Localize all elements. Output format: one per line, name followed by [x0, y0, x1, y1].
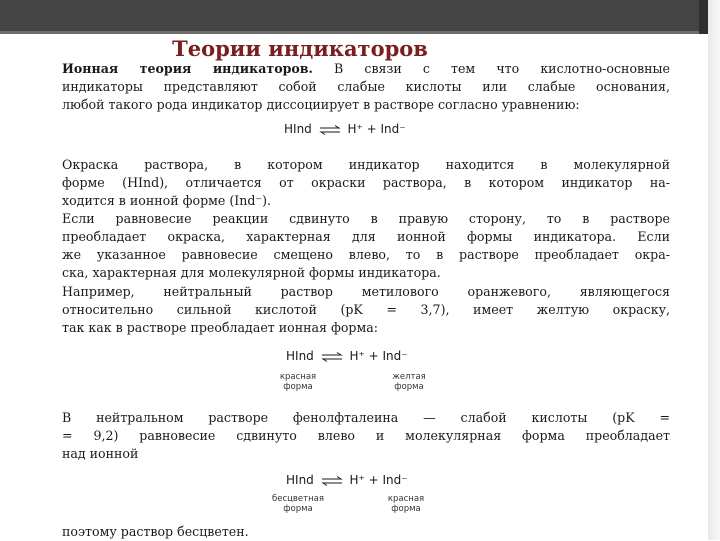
paragraph-4-line-3: так как в растворе преобладает ионная форма: [62, 320, 379, 335]
paragraph-4-line-1: Например, нейтральный раствор метилового оранжевого, являющегося [62, 284, 670, 299]
paragraph-2-line-1: Окраска раствора, в котором индикатор находится в молекулярной [62, 157, 670, 172]
paragraph-2-line-3: ходится в ионной форме (Ind⁻). [62, 193, 272, 208]
paragraph-1-line-1 [62, 60, 670, 78]
slide-page-edge [708, 0, 720, 540]
paragraph-2-line-2: форме (HInd), отличается от окраски раствора, в котором индикатор на- [62, 175, 670, 190]
paragraph-3-line-4: ска, характерная для молекулярной формы индикатора. [62, 265, 441, 280]
equation-2-left-label: красная форма [279, 372, 317, 392]
equation-3-right: H⁺ + Ind⁻ [349, 473, 408, 487]
paragraph-1-line-2: индикаторы представляют собой слабые кислоты или слабые основания, [62, 79, 670, 94]
equilibrium-arrows-icon [321, 352, 343, 362]
paragraph-4-line-2: относительно сильной кислотой (pK = 3,7), имеет желтую окраску, [62, 302, 670, 317]
paragraph-1-heading: Ионная теория индикаторов. [62, 61, 313, 76]
slide-side-stripe [699, 0, 708, 34]
equation-3 [286, 472, 408, 490]
paragraph-5-line-3: над ионной [62, 446, 139, 461]
equation-3-right-label: красная форма [387, 494, 425, 514]
equation-1-right: H⁺ + Ind⁻ [347, 122, 406, 136]
scanned-text-block [62, 58, 670, 540]
equation-3-left: HInd [286, 473, 314, 487]
equation-3-left-label: бесцветная форма [271, 494, 324, 514]
slide-top-bar-accent [0, 31, 720, 34]
equation-1-left: HInd [284, 122, 312, 136]
slide-title: Теории индикаторов [172, 36, 428, 61]
equilibrium-arrows-icon [321, 476, 343, 486]
equation-2-right-label: желтая форма [392, 372, 426, 392]
equation-2 [286, 348, 408, 366]
equation-2-right: H⁺ + Ind⁻ [349, 349, 408, 363]
paragraph-5-line-1: В нейтральном растворе фенолфталеина — слабой кислоты (pK = [62, 410, 670, 425]
equation-2-left: HInd [286, 349, 314, 363]
paragraph-6-line-1: поэтому раствор бесцветен. [62, 524, 249, 539]
paragraph-3-line-1: Если равновесие реакции сдвинуто в правую сторону, то в растворе [62, 211, 670, 226]
paragraph-3-line-2: преобладает окраска, характерная для ионной формы индикатора. Если [62, 229, 670, 244]
slide-top-bar [0, 0, 720, 33]
equilibrium-arrows-icon [319, 125, 341, 135]
paragraph-1-line-3: любой такого рода индикатор диссоциирует в растворе согласно уравнению: [62, 97, 580, 112]
paragraph-3-line-3: же указанное равновесие смещено влево, то в растворе преобладает окра- [62, 247, 670, 262]
paragraph-1-line-1-text: В связи с тем что кислотно-основные [312, 61, 670, 76]
equation-1 [284, 121, 406, 139]
paragraph-5-line-2: = 9,2) равновесие сдвинуто влево и молекулярная форма преобладает [62, 428, 670, 443]
